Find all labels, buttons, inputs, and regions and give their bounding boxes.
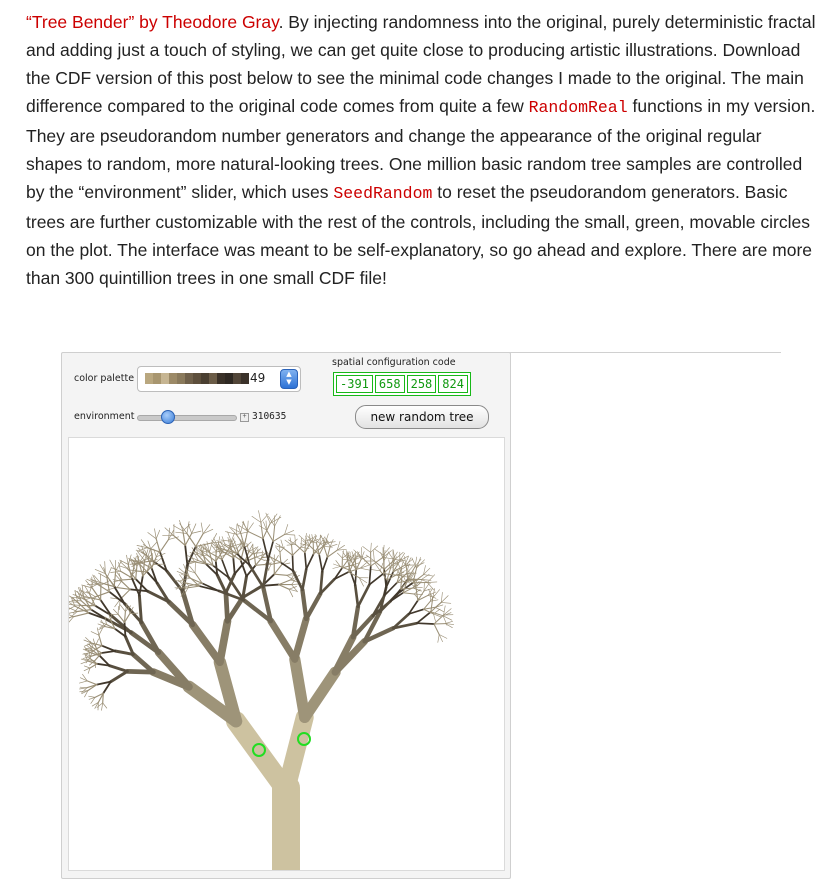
color-palette-label: color palette — [74, 373, 135, 384]
spatial-code-2[interactable]: 658 — [375, 375, 405, 393]
tree-branch — [434, 624, 439, 635]
tree-branch — [417, 612, 431, 623]
tree-branch — [293, 555, 294, 571]
tree-branch — [147, 548, 160, 552]
spatial-code-3[interactable]: 258 — [407, 375, 437, 393]
tree-branch — [292, 545, 293, 555]
tree-branch — [271, 562, 281, 564]
tree-branch — [333, 567, 341, 569]
tree-branch — [241, 522, 244, 533]
tree-branch — [125, 622, 126, 636]
tree-branch — [413, 587, 423, 588]
tree-branch — [128, 555, 131, 565]
tree-branch — [441, 592, 442, 602]
tree-branch — [250, 565, 264, 587]
tree-illustration — [69, 438, 504, 870]
palette-swatch — [217, 373, 225, 384]
tree-branch — [81, 661, 88, 664]
tree-branch — [383, 561, 384, 574]
tree-branch — [383, 545, 384, 555]
tree-branch — [90, 664, 97, 668]
tree-branch — [301, 542, 307, 547]
tree-branch — [263, 539, 268, 560]
tree-branch — [103, 703, 107, 708]
palette-number: 49 — [250, 371, 266, 385]
tree-branch — [324, 547, 327, 558]
tree-branch — [74, 613, 89, 617]
tree-branch — [424, 583, 425, 591]
chevron-down-icon[interactable]: ▼ — [286, 378, 292, 386]
tree-branch — [187, 522, 189, 534]
tree-branch — [271, 621, 295, 659]
tree-branch — [212, 533, 217, 543]
palette-swatch — [177, 373, 185, 384]
tree-branch — [417, 560, 425, 568]
palette-swatch — [193, 373, 201, 384]
tree-branch — [306, 554, 313, 569]
tree-branch — [369, 574, 383, 585]
tree-branch — [383, 548, 389, 555]
environment-slider[interactable] — [137, 415, 237, 421]
article-paragraph — [26, 8, 816, 292]
tree-branch — [109, 666, 127, 672]
new-random-tree-button[interactable]: new random tree — [355, 405, 489, 429]
tree-bender-link[interactable]: “Tree Bender” by Theodore Gray — [26, 12, 279, 32]
tree-branch — [306, 594, 320, 619]
tree-branch — [337, 553, 342, 558]
tree-branch — [261, 522, 263, 538]
tree-branch — [273, 526, 275, 541]
tree-branch — [228, 597, 243, 621]
paragraph-text-1: . By injecting randomness into the original, purely deterministic fractal and adding just a touch of styling, we can get quite close to producing artistic illustrations. Download the CDF version of this post below to see the minimal code changes I made to the original. The main difference compared to the original code comes from quite a few — [26, 12, 816, 116]
tree-branch — [111, 671, 128, 681]
tree-branch — [192, 524, 196, 534]
tree-branch — [122, 579, 135, 580]
tree-branch — [84, 666, 90, 668]
tree-branch — [102, 651, 116, 653]
tree-branch — [414, 594, 423, 595]
tree-branch — [299, 535, 306, 541]
manipulate-panel — [61, 352, 511, 879]
tree-branch — [363, 546, 371, 552]
code-randomreal: RandomReal — [528, 98, 628, 117]
tree-branch — [160, 540, 169, 553]
tree-branch — [320, 572, 322, 594]
tree-branch — [371, 546, 378, 553]
tree-branch — [350, 570, 355, 585]
palette-swatch — [209, 373, 217, 384]
tree-branch — [188, 525, 191, 534]
tree-branch — [286, 717, 305, 790]
tree-branch — [249, 532, 263, 539]
tree-branch — [275, 516, 281, 527]
palette-swatch — [225, 373, 233, 384]
tree-branch — [261, 514, 268, 523]
tree-branch — [89, 696, 95, 697]
tree-branch — [102, 646, 115, 651]
tree-branch — [111, 614, 112, 621]
tree-branch — [201, 523, 203, 534]
tree-branch — [226, 593, 228, 621]
tree-branch — [295, 619, 306, 659]
divider-line — [509, 352, 781, 353]
color-palette-selector[interactable] — [137, 366, 301, 392]
tree-branch — [435, 607, 443, 611]
tree-branch — [220, 621, 228, 662]
tree-plot[interactable] — [68, 437, 505, 871]
tree-branch — [148, 533, 156, 539]
spatial-code-4[interactable]: 824 — [438, 375, 468, 393]
tree-branch — [80, 681, 88, 683]
tree-branch — [434, 609, 441, 614]
tree-branch — [380, 563, 383, 571]
tree-branch — [434, 614, 436, 621]
tree-branch — [99, 635, 102, 646]
tree-branch — [268, 564, 271, 570]
tree-branch — [395, 552, 404, 559]
tree-branch — [305, 553, 307, 569]
palette-swatch — [169, 373, 177, 384]
tree-branch — [253, 553, 262, 554]
tree-branch — [371, 543, 372, 552]
tree-branch — [371, 570, 380, 571]
tree-branch — [127, 671, 153, 672]
tree-branch — [193, 625, 220, 663]
palette-swatch — [185, 373, 193, 384]
tree-branch — [374, 549, 383, 555]
tree-branch — [176, 532, 187, 533]
tree-branch — [279, 580, 291, 585]
tree-branch — [283, 548, 292, 555]
tree-branch — [91, 632, 99, 636]
tree-branch — [274, 574, 287, 575]
tree-branch — [114, 587, 124, 604]
palette-swatch — [145, 373, 153, 384]
tree-branch — [69, 607, 77, 611]
environment-label: environment — [74, 411, 135, 422]
code-seedrandom: SeedRandom — [333, 184, 433, 203]
tree-branch — [72, 600, 82, 601]
tree-branch — [293, 547, 302, 555]
tree-branch — [279, 585, 289, 590]
tree-branch — [295, 535, 296, 544]
tree-branch — [360, 568, 369, 570]
tree-branch — [153, 564, 165, 565]
tree-branch — [434, 615, 444, 624]
tree-branch — [371, 557, 383, 566]
spatial-code-1[interactable]: -391 — [336, 375, 373, 393]
tree-branch — [302, 569, 306, 590]
tree-branch — [270, 514, 277, 524]
tree-branch — [441, 602, 451, 603]
tree-branch — [156, 530, 160, 539]
tree-branch — [87, 681, 97, 685]
tree-branch — [103, 693, 104, 703]
tree-branch — [274, 565, 281, 574]
tree-branch — [373, 551, 374, 561]
tree-branch — [280, 552, 281, 562]
tree-branch — [305, 672, 335, 717]
environment-value: 310635 — [252, 411, 287, 422]
tree-branch — [259, 511, 261, 523]
paragraph-text-2: functions in my version. They are pseudorandom number generators and change the appearance of the original regular shapes to random, more natural-looking trees. One million basic random tree samples are controlled by the “environment” slider, which uses — [26, 96, 816, 202]
palette-swatch — [153, 373, 161, 384]
paragraph-text-3: to reset the pseudorandom generators. Basic trees are further customizable with the rest of the controls, including the small, green, movable circles on the plot. The interface was meant to be self-explanatory, so go ahead and explore. There are more than 300 quintillion trees in one small CDF file! — [26, 182, 813, 288]
tree-branch — [427, 582, 437, 583]
tree-branch — [273, 534, 285, 541]
tree-branch — [210, 543, 213, 552]
palette-swatch — [161, 373, 169, 384]
tree-branch — [69, 606, 75, 611]
palette-swatch — [233, 373, 241, 384]
palette-stepper[interactable] — [280, 369, 298, 389]
tree-branch — [355, 585, 358, 607]
tree-branch — [306, 533, 307, 541]
palette-swatch — [201, 373, 209, 384]
tree-branch — [270, 517, 281, 523]
spatial-code-row — [333, 372, 471, 396]
tree-branch — [192, 531, 201, 533]
tree-branch — [375, 563, 380, 570]
tree-branch — [285, 534, 295, 535]
tree-branch — [247, 521, 248, 532]
tree-branch — [254, 554, 255, 565]
tree-branch — [183, 524, 190, 531]
tree-branch — [136, 566, 137, 579]
tree-branch — [114, 571, 116, 587]
tree-branch — [107, 568, 111, 578]
tree-branch — [349, 572, 360, 578]
tree-branch — [358, 585, 369, 607]
tree-branch — [243, 521, 247, 531]
tree-branch — [247, 523, 253, 532]
environment-slider-thumb[interactable] — [161, 410, 175, 424]
spatial-configuration-label: spatial configuration code — [332, 357, 456, 368]
tree-branch — [403, 593, 414, 594]
tree-branch — [97, 628, 99, 635]
tree-branch — [417, 623, 434, 624]
tree-branch — [233, 558, 234, 574]
tree-branch — [185, 545, 187, 565]
tree-branch — [319, 555, 322, 572]
palette-swatch — [241, 373, 249, 384]
tree-branch — [151, 542, 157, 549]
tree-branch — [302, 590, 306, 619]
tree-branch — [355, 570, 356, 585]
tree-branch — [322, 557, 327, 571]
chevron-up-icon[interactable]: ▲ — [286, 370, 292, 378]
tree-branch — [369, 566, 371, 585]
tree-branch — [267, 530, 274, 541]
tree-branch — [127, 555, 129, 564]
palette-swatches — [145, 373, 249, 384]
tree-branch — [236, 524, 237, 534]
tree-branch — [295, 659, 305, 717]
tree-branch — [438, 635, 439, 643]
expand-plus-icon[interactable]: + — [240, 413, 249, 422]
tree-branch — [113, 609, 118, 614]
tree-branch — [78, 591, 82, 601]
